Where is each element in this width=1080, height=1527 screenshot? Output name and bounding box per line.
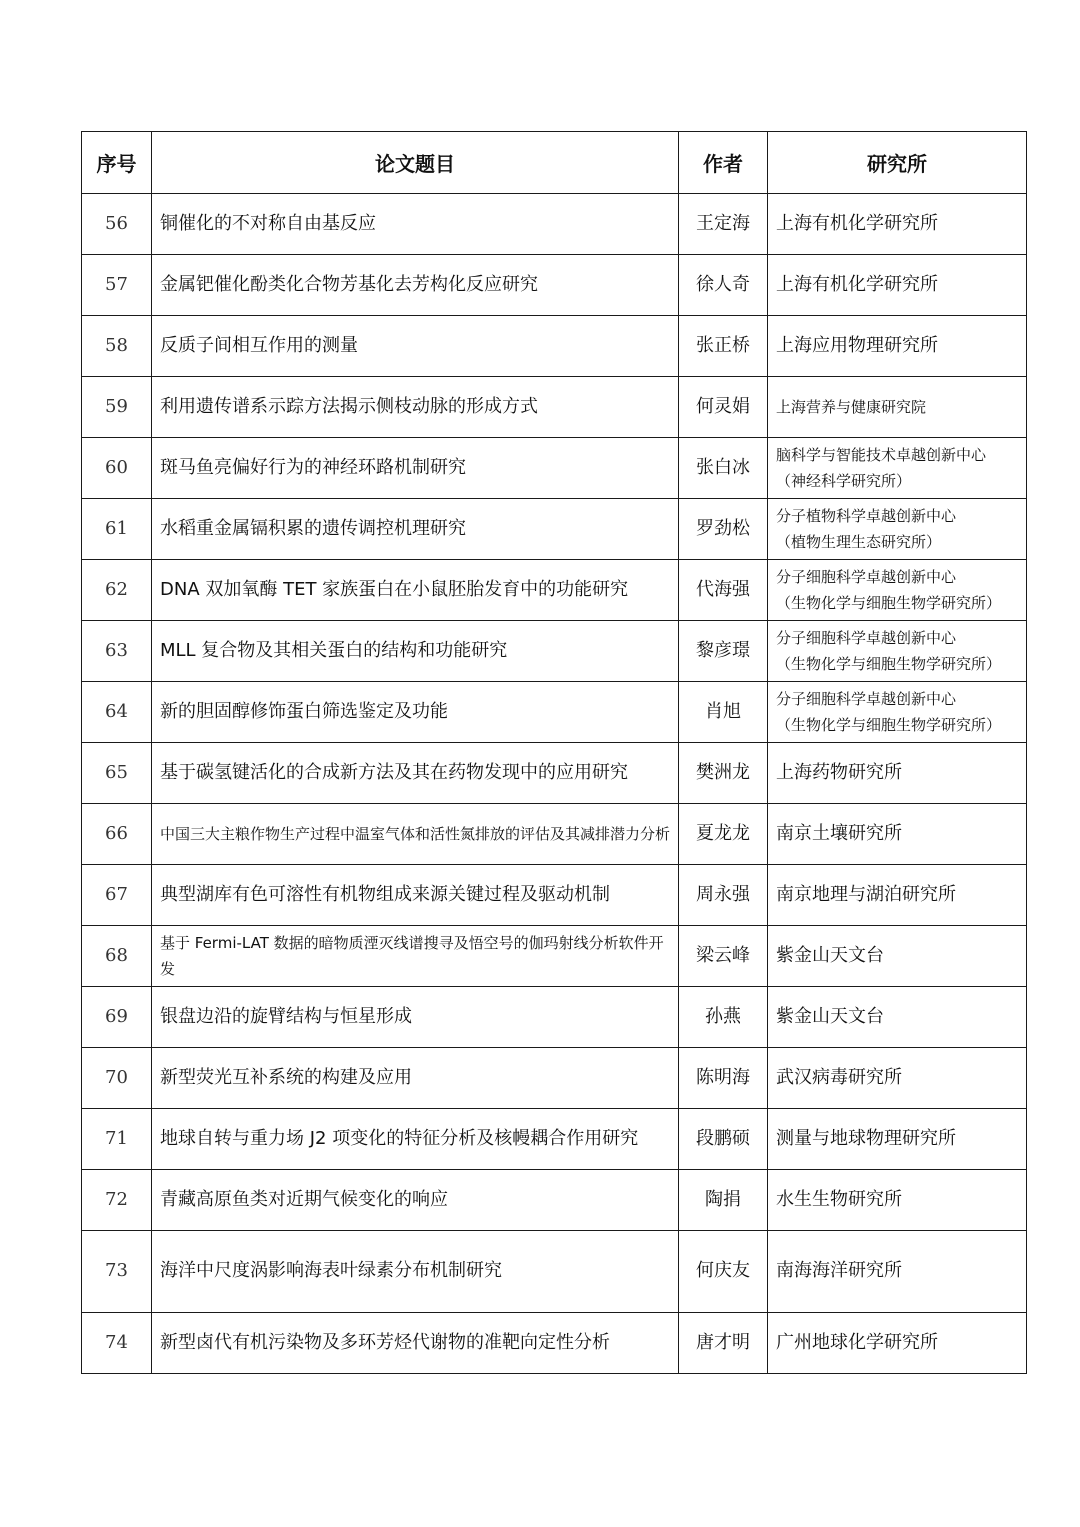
institute-name: 上海营养与健康研究院 [776, 397, 927, 416]
author-cell: 樊洲龙 [679, 743, 768, 804]
seq-cell: 72 [82, 1170, 152, 1231]
title-cell: 地球自转与重力场 J2 项变化的特征分析及核幔耦合作用研究 [152, 1109, 679, 1170]
institute-subname: （生物化学与细胞生物学研究所） [776, 655, 1002, 673]
institute-name: 测量与地球物理研究所 [776, 1127, 956, 1149]
institute-name: 分子植物科学卓越创新中心 [776, 506, 957, 525]
author-cell: 何灵娟 [679, 377, 768, 438]
institute-cell [768, 865, 1027, 926]
title-cell: 铜催化的不对称自由基反应 [152, 194, 679, 255]
title-cell: 基于 Fermi-LAT 数据的暗物质湮灭线谱搜寻及悟空号的伽玛射线分析软件开发 [152, 926, 679, 987]
author-cell: 王定海 [679, 194, 768, 255]
seq-cell: 56 [82, 194, 152, 255]
institute-cell [768, 1231, 1027, 1313]
title-cell: 新型荧光互补系统的构建及应用 [152, 1048, 679, 1109]
seq-cell: 62 [82, 560, 152, 621]
institute-name: 脑科学与智能技术卓越创新中心 [776, 445, 987, 464]
seq-cell: 66 [82, 804, 152, 865]
table-row [82, 865, 1027, 926]
institute-cell [768, 1170, 1027, 1231]
table-row [82, 1313, 1027, 1374]
institute-cell [768, 926, 1027, 987]
seq-cell: 71 [82, 1109, 152, 1170]
table-row [82, 377, 1027, 438]
author-cell: 周永强 [679, 865, 768, 926]
author-cell: 代海强 [679, 560, 768, 621]
header-seq: 序号 [82, 132, 152, 194]
title-cell: 新型卤代有机污染物及多环芳烃代谢物的准靶向定性分析 [152, 1313, 679, 1374]
author-cell: 罗劲松 [679, 499, 768, 560]
title-cell: 反质子间相互作用的测量 [152, 316, 679, 377]
table-row [82, 1231, 1027, 1313]
award-table [81, 131, 1027, 1374]
table-row [82, 804, 1027, 865]
author-cell: 何庆友 [679, 1231, 768, 1313]
seq-cell: 57 [82, 255, 152, 316]
institute-name: 紫金山天文台 [776, 1005, 884, 1027]
institute-cell [768, 1313, 1027, 1374]
author-cell: 陶捐 [679, 1170, 768, 1231]
institute-name: 上海有机化学研究所 [776, 212, 938, 234]
title-cell: 基于碳氢键活化的合成新方法及其在药物发现中的应用研究 [152, 743, 679, 804]
table-row [82, 682, 1027, 743]
author-cell: 梁云峰 [679, 926, 768, 987]
seq-cell: 65 [82, 743, 152, 804]
table-row [82, 987, 1027, 1048]
institute-name: 分子细胞科学卓越创新中心 [776, 567, 957, 586]
institute-cell [768, 1109, 1027, 1170]
header-author: 作者 [679, 132, 768, 194]
institute-name: 紫金山天文台 [776, 944, 884, 966]
author-cell: 孙燕 [679, 987, 768, 1048]
seq-cell: 61 [82, 499, 152, 560]
seq-cell: 58 [82, 316, 152, 377]
author-cell: 夏龙龙 [679, 804, 768, 865]
institute-cell [768, 499, 1027, 560]
title-cell: MLL 复合物及其相关蛋白的结构和功能研究 [152, 621, 679, 682]
table-row [82, 621, 1027, 682]
institute-name: 南京地理与湖泊研究所 [776, 883, 956, 905]
table-row [82, 316, 1027, 377]
author-cell: 肖旭 [679, 682, 768, 743]
title-cell: 中国三大主粮作物生产过程中温室气体和活性氮排放的评估及其减排潜力分析 [152, 804, 679, 865]
table-row [82, 1170, 1027, 1231]
header-title: 论文题目 [152, 132, 679, 194]
title-cell: 典型湖库有色可溶性有机物组成来源关键过程及驱动机制 [152, 865, 679, 926]
institute-cell [768, 804, 1027, 865]
institute-name: 分子细胞科学卓越创新中心 [776, 689, 957, 708]
seq-cell: 59 [82, 377, 152, 438]
institute-name: 上海有机化学研究所 [776, 273, 938, 295]
institute-name: 分子细胞科学卓越创新中心 [776, 628, 957, 647]
title-cell: DNA 双加氧酶 TET 家族蛋白在小鼠胚胎发育中的功能研究 [152, 560, 679, 621]
author-cell: 张正桥 [679, 316, 768, 377]
author-cell: 唐才明 [679, 1313, 768, 1374]
institute-cell [768, 255, 1027, 316]
institute-cell [768, 316, 1027, 377]
title-cell: 利用遗传谱系示踪方法揭示侧枝动脉的形成方式 [152, 377, 679, 438]
author-cell: 徐人奇 [679, 255, 768, 316]
author-cell: 段鹏硕 [679, 1109, 768, 1170]
seq-cell: 63 [82, 621, 152, 682]
seq-cell: 60 [82, 438, 152, 499]
institute-cell [768, 682, 1027, 743]
header-institute: 研究所 [768, 132, 1027, 194]
table-row [82, 926, 1027, 987]
author-cell: 陈明海 [679, 1048, 768, 1109]
institute-name: 武汉病毒研究所 [776, 1066, 902, 1088]
institute-cell [768, 194, 1027, 255]
table-row [82, 499, 1027, 560]
institute-subname: （植物生理生态研究所） [776, 533, 942, 551]
seq-cell: 74 [82, 1313, 152, 1374]
institute-cell [768, 377, 1027, 438]
title-cell: 海洋中尺度涡影响海表叶绿素分布机制研究 [152, 1231, 679, 1313]
institute-cell [768, 743, 1027, 804]
table-row [82, 560, 1027, 621]
institute-cell [768, 621, 1027, 682]
institute-name: 南京土壤研究所 [776, 822, 902, 844]
table-row [82, 1048, 1027, 1109]
table-row [82, 438, 1027, 499]
institute-name: 上海应用物理研究所 [776, 334, 938, 356]
title-cell: 青藏高原鱼类对近期气候变化的响应 [152, 1170, 679, 1231]
table-row [82, 194, 1027, 255]
seq-cell: 68 [82, 926, 152, 987]
institute-subname: （生物化学与细胞生物学研究所） [776, 594, 1002, 612]
institute-cell [768, 987, 1027, 1048]
institute-cell [768, 438, 1027, 499]
author-cell: 黎彦璟 [679, 621, 768, 682]
seq-cell: 64 [82, 682, 152, 743]
institute-cell [768, 1048, 1027, 1109]
table-row [82, 743, 1027, 804]
title-cell: 斑马鱼亮偏好行为的神经环路机制研究 [152, 438, 679, 499]
institute-cell [768, 560, 1027, 621]
institute-name: 南海海洋研究所 [776, 1260, 902, 1282]
title-cell: 水稻重金属镉积累的遗传调控机理研究 [152, 499, 679, 560]
institute-name: 水生生物研究所 [776, 1188, 902, 1210]
seq-cell: 70 [82, 1048, 152, 1109]
title-cell: 金属钯催化酚类化合物芳基化去芳构化反应研究 [152, 255, 679, 316]
header-row [82, 132, 1027, 194]
author-cell: 张白冰 [679, 438, 768, 499]
title-cell: 银盘边沿的旋臂结构与恒星形成 [152, 987, 679, 1048]
institute-name: 广州地球化学研究所 [776, 1331, 938, 1353]
institute-name: 上海药物研究所 [776, 761, 902, 783]
institute-subname: （生物化学与细胞生物学研究所） [776, 716, 1002, 734]
institute-subname: （神经科学研究所） [776, 472, 912, 490]
seq-cell: 73 [82, 1231, 152, 1313]
seq-cell: 67 [82, 865, 152, 926]
title-cell: 新的胆固醇修饰蛋白筛选鉴定及功能 [152, 682, 679, 743]
table-row [82, 1109, 1027, 1170]
table-row [82, 255, 1027, 316]
seq-cell: 69 [82, 987, 152, 1048]
